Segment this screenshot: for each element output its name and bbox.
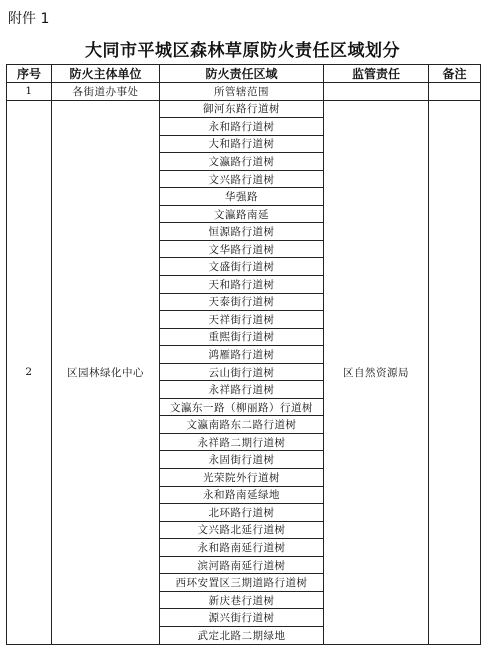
row-index: 2	[7, 100, 52, 644]
table-header-row	[7, 65, 481, 83]
responsibility-table	[6, 64, 481, 645]
row-area: 云山街行道树	[160, 363, 324, 381]
header-fire-area: 防火责任区域	[160, 65, 324, 83]
row-unit: 各街道办事处	[52, 83, 160, 101]
row-area: 永固街行道树	[160, 451, 324, 469]
table-row	[7, 83, 481, 101]
attachment-label: 附件 1	[8, 11, 50, 27]
row-area: 所管辖范围	[160, 83, 324, 101]
row-area: 西环安置区三期道路行道树	[160, 574, 324, 592]
row-note	[429, 100, 481, 644]
row-area: 鸿雁路行道树	[160, 346, 324, 364]
row-area: 重熙街行道树	[160, 328, 324, 346]
row-area: 武定北路二期绿地	[160, 626, 324, 644]
header-index: 序号	[7, 65, 52, 83]
row-area: 新庆巷行道树	[160, 591, 324, 609]
row-area: 永和路南延绿地	[160, 486, 324, 504]
row-unit: 区园林绿化中心	[52, 100, 160, 644]
row-area: 永和路行道树	[160, 118, 324, 136]
row-supervision	[324, 83, 429, 101]
document-title: 大同市平城区森林草原防火责任区域划分	[85, 41, 400, 61]
row-area: 天和路行道树	[160, 276, 324, 294]
row-area: 恒源路行道树	[160, 223, 324, 241]
header-supervision: 监管责任	[324, 65, 429, 83]
table-row	[7, 100, 481, 118]
row-area: 北环路行道树	[160, 504, 324, 522]
row-supervision: 区自然资源局	[324, 100, 429, 644]
row-index: 1	[7, 83, 52, 101]
row-area: 永祥路行道树	[160, 381, 324, 399]
header-note: 备注	[429, 65, 481, 83]
row-area: 文兴路行道树	[160, 170, 324, 188]
row-area: 光荣院外行道树	[160, 469, 324, 487]
header-fire-unit: 防火主体单位	[52, 65, 160, 83]
row-area: 华强路	[160, 188, 324, 206]
row-area: 文盛街行道树	[160, 258, 324, 276]
row-area: 滨河路南延行道树	[160, 556, 324, 574]
row-area: 大和路行道树	[160, 135, 324, 153]
row-area: 文瀛路行道树	[160, 153, 324, 171]
row-area: 文华路行道树	[160, 240, 324, 258]
row-area: 天祥街行道树	[160, 311, 324, 329]
row-area: 源兴街行道树	[160, 609, 324, 627]
row-area: 文瀛东一路（柳丽路）行道树	[160, 398, 324, 416]
row-area: 永和路南延行道树	[160, 539, 324, 557]
row-area: 御河东路行道树	[160, 100, 324, 118]
row-area: 文瀛路南延	[160, 205, 324, 223]
row-area: 天泰街行道树	[160, 293, 324, 311]
row-area: 文兴路北延行道树	[160, 521, 324, 539]
row-area: 文瀛南路东二路行道树	[160, 416, 324, 434]
row-area: 永祥路二期行道树	[160, 433, 324, 451]
row-note	[429, 83, 481, 101]
